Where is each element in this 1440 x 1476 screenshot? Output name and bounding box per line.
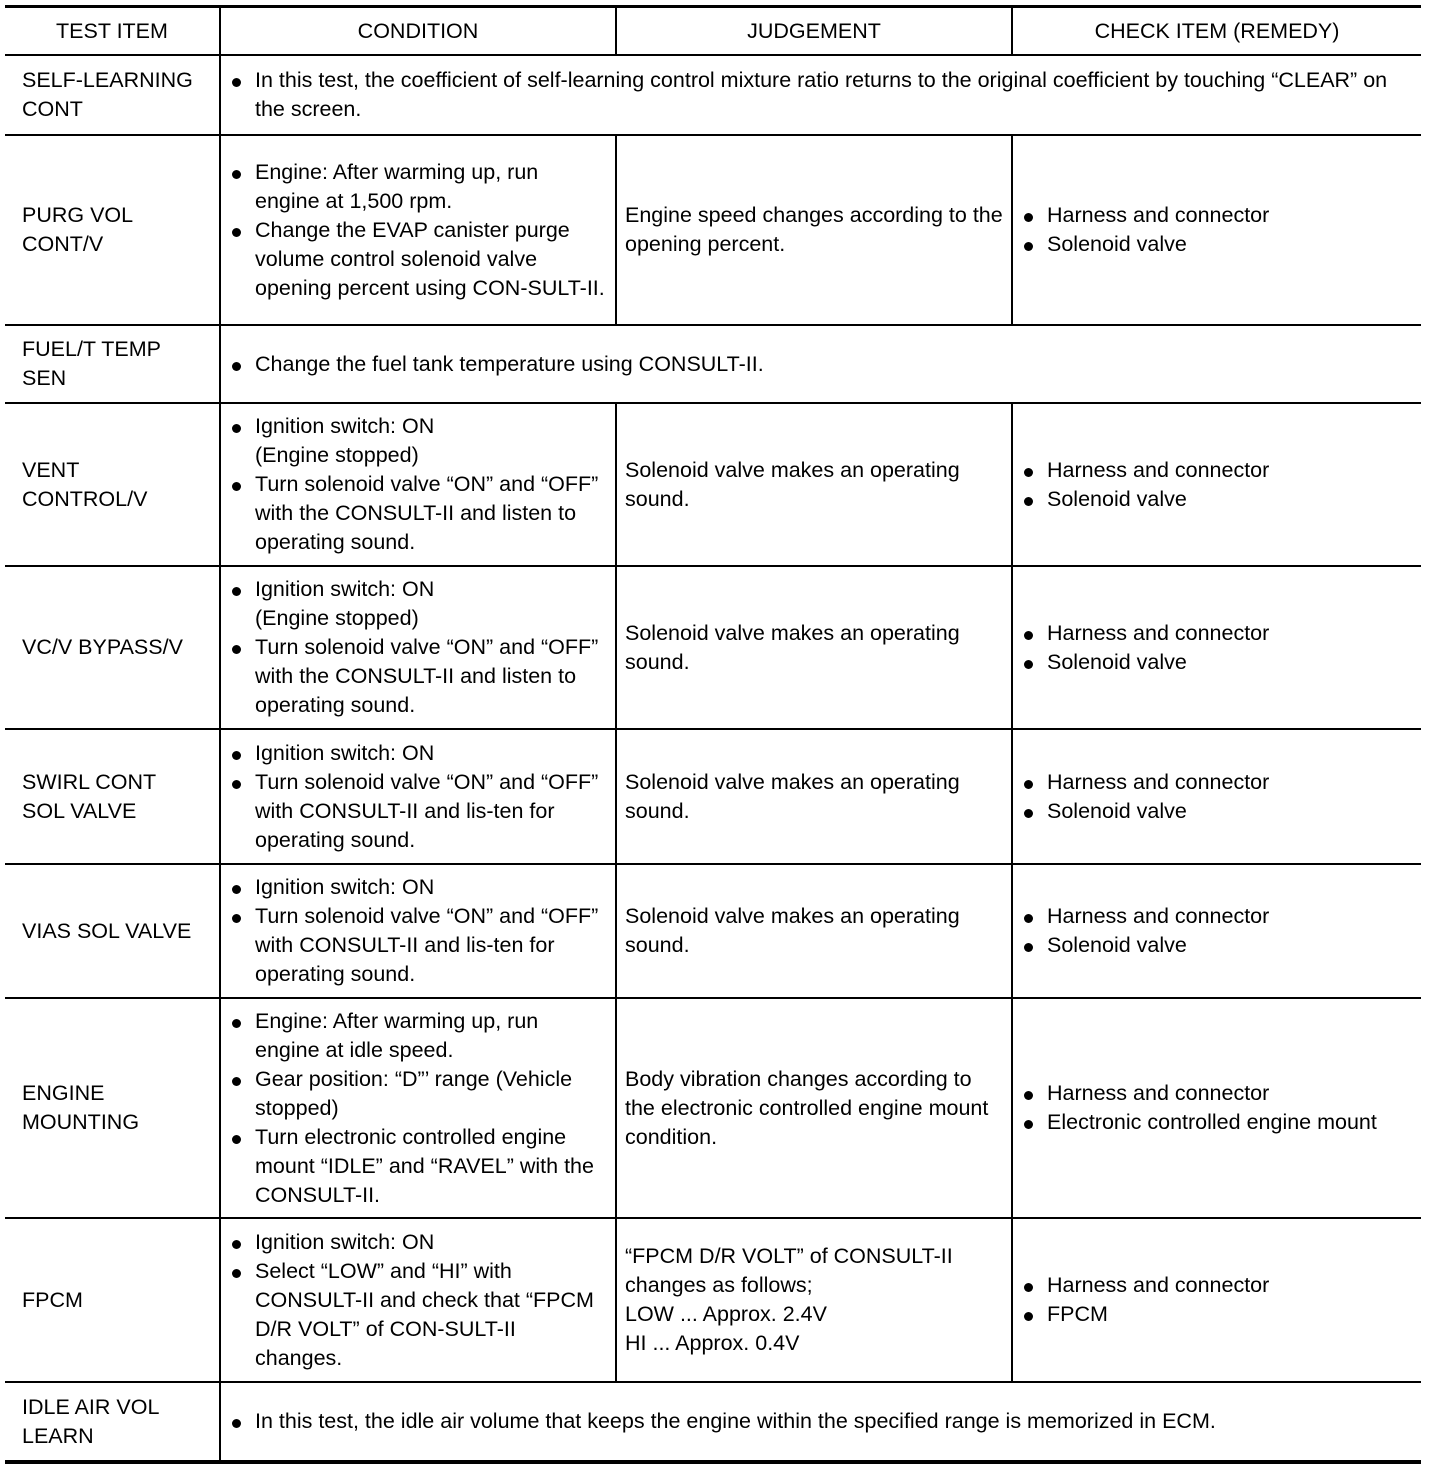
test-item-cell [5,135,220,325]
test-item-cell [5,998,220,1218]
condition-item: Change the EVAP canister purge volume control solenoid valve opening percent using CON-SULT-II. [229,216,607,303]
header-row [5,7,1421,56]
judgement-text: Solenoid valve makes an operating sound. [625,620,960,674]
condition-cell [220,403,616,566]
test-item-label: FPCM [22,1287,83,1312]
header-judgement: JUDGEMENT [616,7,1012,56]
condition-item: Ignition switch: ON (Engine stopped) [229,575,607,633]
check-item: Solenoid valve [1021,648,1413,677]
condition-item: Engine: After warming up, run engine at 1,500 rpm. [229,158,607,216]
test-item-label: SWIRL CONT SOL VALVE [22,769,157,823]
check-item-list [1021,902,1413,960]
table-row [5,566,1421,729]
test-item-cell [5,403,220,566]
judgement-cell [616,1218,1012,1382]
check-item-cell [1012,998,1421,1218]
check-item-cell [1012,403,1421,566]
check-item: Harness and connector [1021,619,1413,648]
table-row [5,729,1421,864]
check-item: Harness and connector [1021,1079,1413,1108]
table-row [5,55,1421,135]
test-item-cell [5,55,220,135]
check-item-list [1021,201,1413,259]
check-item-list [1021,619,1413,677]
check-item: Harness and connector [1021,1271,1413,1300]
table-row [5,1382,1421,1462]
table-row [5,403,1421,566]
judgement-text: Body vibration changes according to the electronic controlled engine mount condition. [625,1066,989,1149]
check-item: Solenoid valve [1021,485,1413,514]
condition-cell [220,325,1421,403]
check-item: FPCM [1021,1300,1413,1329]
test-item-cell [5,1218,220,1382]
condition-item: In this test, the coefficient of self-learning control mixture ratio returns to the original coefficient by touching “CLEAR” on the screen. [229,66,1413,124]
test-item-label: ENGINE MOUNTING [22,1081,140,1134]
condition-item: Turn solenoid valve “ON” and “OFF” with CONSULT-II and lis-ten for operating sound. [229,768,607,855]
condition-cell [220,864,616,998]
condition-list [229,350,1413,379]
test-item-cell [5,1382,220,1462]
check-item-cell [1012,729,1421,864]
judgement-cell [616,135,1012,325]
judgement-text: Engine speed changes according to the opening percent. [625,203,1003,256]
condition-item: Change the fuel tank temperature using CONSULT-II. [229,350,1413,379]
check-item: Harness and connector [1021,768,1413,797]
judgement-cell [616,998,1012,1218]
condition-cell [220,55,1421,135]
test-item-cell [5,325,220,403]
check-item-cell [1012,864,1421,998]
condition-item: Ignition switch: ON [229,739,607,768]
test-item-label: SELF-LEARNING CONT [22,68,193,121]
condition-item: Ignition switch: ON (Engine stopped) [229,412,607,470]
check-item-list [1021,1271,1413,1329]
table-row [5,325,1421,403]
judgement-cell [616,403,1012,566]
table-row [5,998,1421,1218]
check-item-cell [1012,1218,1421,1382]
condition-item: Engine: After warming up, run engine at idle speed. [229,1007,607,1065]
test-item-label: PURG VOL CONT/V [22,203,134,256]
condition-list [229,575,607,720]
condition-cell [220,729,616,864]
check-item: Electronic controlled engine mount [1021,1108,1413,1137]
header-test-item: TEST ITEM [5,7,220,56]
check-item: Solenoid valve [1021,230,1413,259]
condition-item: Ignition switch: ON [229,873,607,902]
condition-list [229,158,607,303]
condition-item: Select “LOW” and “HI” with CONSULT-II and check that “FPCM D/R VOLT” of CON-SULT-II changes. [229,1257,607,1373]
condition-item: Turn solenoid valve “ON” and “OFF” with CONSULT-II and lis-ten for operating sound. [229,902,607,989]
test-item-cell [5,729,220,864]
judgement-text: Solenoid valve makes an operating sound. [625,904,960,957]
test-item-label: VIAS SOL VALVE [22,918,192,943]
judgement-cell [616,566,1012,729]
condition-list [229,739,607,855]
active-test-table [5,5,1421,1464]
test-item-cell [5,864,220,998]
check-item: Solenoid valve [1021,931,1413,960]
check-item: Harness and connector [1021,201,1413,230]
judgement-cell [616,729,1012,864]
test-item-label: FUEL/T TEMP SEN [22,337,161,390]
test-item-cell [5,566,220,729]
condition-cell [220,1218,616,1382]
check-item: Solenoid valve [1021,797,1413,826]
test-item-label: IDLE AIR VOL LEARN [22,1394,160,1448]
condition-item: In this test, the idle air volume that keeps the engine within the specified range is memorized in ECM. [229,1407,1413,1436]
judgement-cell [616,864,1012,998]
condition-list [229,1007,607,1210]
header-condition: CONDITION [220,7,616,56]
check-item-list [1021,1079,1413,1137]
condition-list [229,412,607,557]
condition-item: Turn electronic controlled engine mount “IDLE” and “RAVEL” with the CONSULT-II. [229,1123,607,1210]
condition-item: Gear position: “D”’ range (Vehicle stopped) [229,1065,607,1123]
table-row [5,135,1421,325]
condition-list [229,1407,1413,1436]
judgement-text: Solenoid valve makes an operating sound. [625,769,960,823]
condition-list [229,1228,607,1373]
condition-cell [220,566,616,729]
check-item-cell [1012,566,1421,729]
test-item-label: VC/V BYPASS/V [22,635,183,659]
header-check-item: CHECK ITEM (REMEDY) [1012,7,1421,56]
judgement-text: Solenoid valve makes an operating sound. [625,457,960,511]
condition-cell [220,135,616,325]
condition-cell [220,998,616,1218]
check-item: Harness and connector [1021,456,1413,485]
judgement-text: “FPCM D/R VOLT” of CONSULT-II changes as follows; LOW ... Approx. 2.4V HI ... Approx. 0.4V [625,1244,953,1355]
condition-item: Ignition switch: ON [229,1228,607,1257]
condition-item: Turn solenoid valve “ON” and “OFF” with the CONSULT-II and listen to operating sound. [229,470,607,557]
check-item: Harness and connector [1021,902,1413,931]
condition-list [229,873,607,989]
test-item-label: VENT CONTROL/V [22,457,148,511]
table-row [5,1218,1421,1382]
condition-list [229,66,1413,124]
condition-cell [220,1382,1421,1462]
condition-item: Turn solenoid valve “ON” and “OFF” with the CONSULT-II and listen to operating sound. [229,633,607,720]
check-item-list [1021,456,1413,514]
check-item-list [1021,768,1413,826]
table-row [5,864,1421,998]
check-item-cell [1012,135,1421,325]
